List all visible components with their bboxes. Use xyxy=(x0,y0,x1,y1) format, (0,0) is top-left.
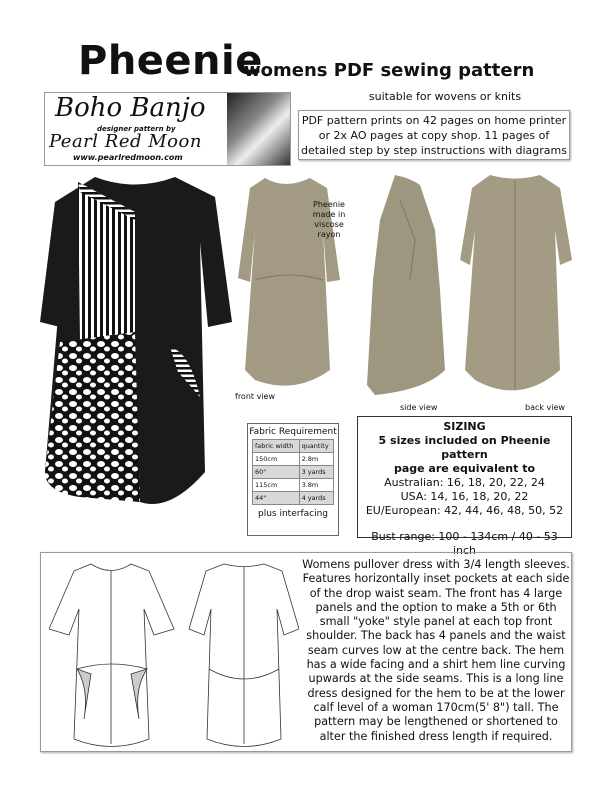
back-drawing xyxy=(189,564,299,747)
sizing-box xyxy=(357,416,572,557)
sizing-title: SIZING xyxy=(443,420,486,433)
fabric-requirement-box xyxy=(247,423,339,536)
table-header-row xyxy=(253,440,334,453)
sizing-australian: Australian: 16, 18, 20, 22, 24 xyxy=(384,476,545,489)
cell: 4 yards xyxy=(299,492,333,505)
front-view-label: front view xyxy=(235,392,275,401)
sizing-line2: page are equivalent to xyxy=(393,462,536,475)
sizing-bust: Bust range: 100 - 134cm / 40 - 53 inch xyxy=(371,530,558,557)
logo-artwork xyxy=(227,93,290,165)
suitability-note: suitable for wovens or knits xyxy=(368,90,522,103)
logo-tagline: designer pattern by xyxy=(97,125,176,133)
header-cell: quantity xyxy=(299,440,333,453)
main-dress-photo xyxy=(40,172,235,512)
fabric-title: Fabric Requirement xyxy=(249,427,337,437)
cell: 150cm xyxy=(253,453,300,466)
description-panel xyxy=(40,552,572,752)
brand-logo xyxy=(44,92,291,166)
logo-designer: Pearl Red Moon xyxy=(49,131,202,152)
back-view-label: back view xyxy=(525,403,565,412)
back-view-photo xyxy=(460,170,575,405)
logo-brand: Boho Banjo xyxy=(55,93,206,123)
cell: 3 yards xyxy=(299,466,333,479)
description-text: Womens pullover dress with 3/4 length sleeves. Features horizontally inset pockets at each side of the drop waist seam. The front has 4 large panels and the option to make a 5th or 6th small "yoke" style panel at each top front shoulder. The back has 4 panels and the waist seam curves low at the centre back. The hem has a wide facing and a shirt hem line curving upwards at the side seams. This is a long line dress designed for the hem to be at the lower calf level of a woman 170cm(5' 8") tall. The pattern may be lengthened or shortened to alter the finished dress length if required. xyxy=(302,558,570,743)
pdf-info-box: PDF pattern prints on 42 pages on home printer or 2x AO pages at copy shop. 11 pages of detailed step by step instructions with diagrams xyxy=(298,110,570,160)
fabric-note-interfacing: plus interfacing xyxy=(258,509,328,519)
fabric-note: Pheenie made in viscose rayon xyxy=(312,200,346,239)
cell: 44" xyxy=(253,492,300,505)
table-row xyxy=(253,492,334,505)
table-row xyxy=(253,453,334,466)
table-row xyxy=(253,466,334,479)
sizing-line1: 5 sizes included on Pheenie pattern xyxy=(378,434,551,461)
header-cell: fabric width xyxy=(253,440,300,453)
table-row xyxy=(253,479,334,492)
side-view-label: side view xyxy=(400,403,438,412)
fabric-table xyxy=(252,439,334,505)
page-subtitle: womens PDF sewing pattern xyxy=(244,60,535,81)
cell: 115cm xyxy=(253,479,300,492)
cell: 3.8m xyxy=(299,479,333,492)
cell: 2.8m xyxy=(299,453,333,466)
sizing-eu: EU/European: 42, 44, 46, 48, 50, 52 xyxy=(365,504,564,517)
cell: 60" xyxy=(253,466,300,479)
sizing-usa: USA: 14, 16, 18, 20, 22 xyxy=(400,490,529,503)
front-drawing xyxy=(49,564,174,747)
technical-drawings xyxy=(49,559,299,749)
logo-url: www.pearlredmoon.com xyxy=(73,153,183,162)
side-view-photo xyxy=(355,170,460,405)
page-title: Pheenie xyxy=(78,38,263,84)
